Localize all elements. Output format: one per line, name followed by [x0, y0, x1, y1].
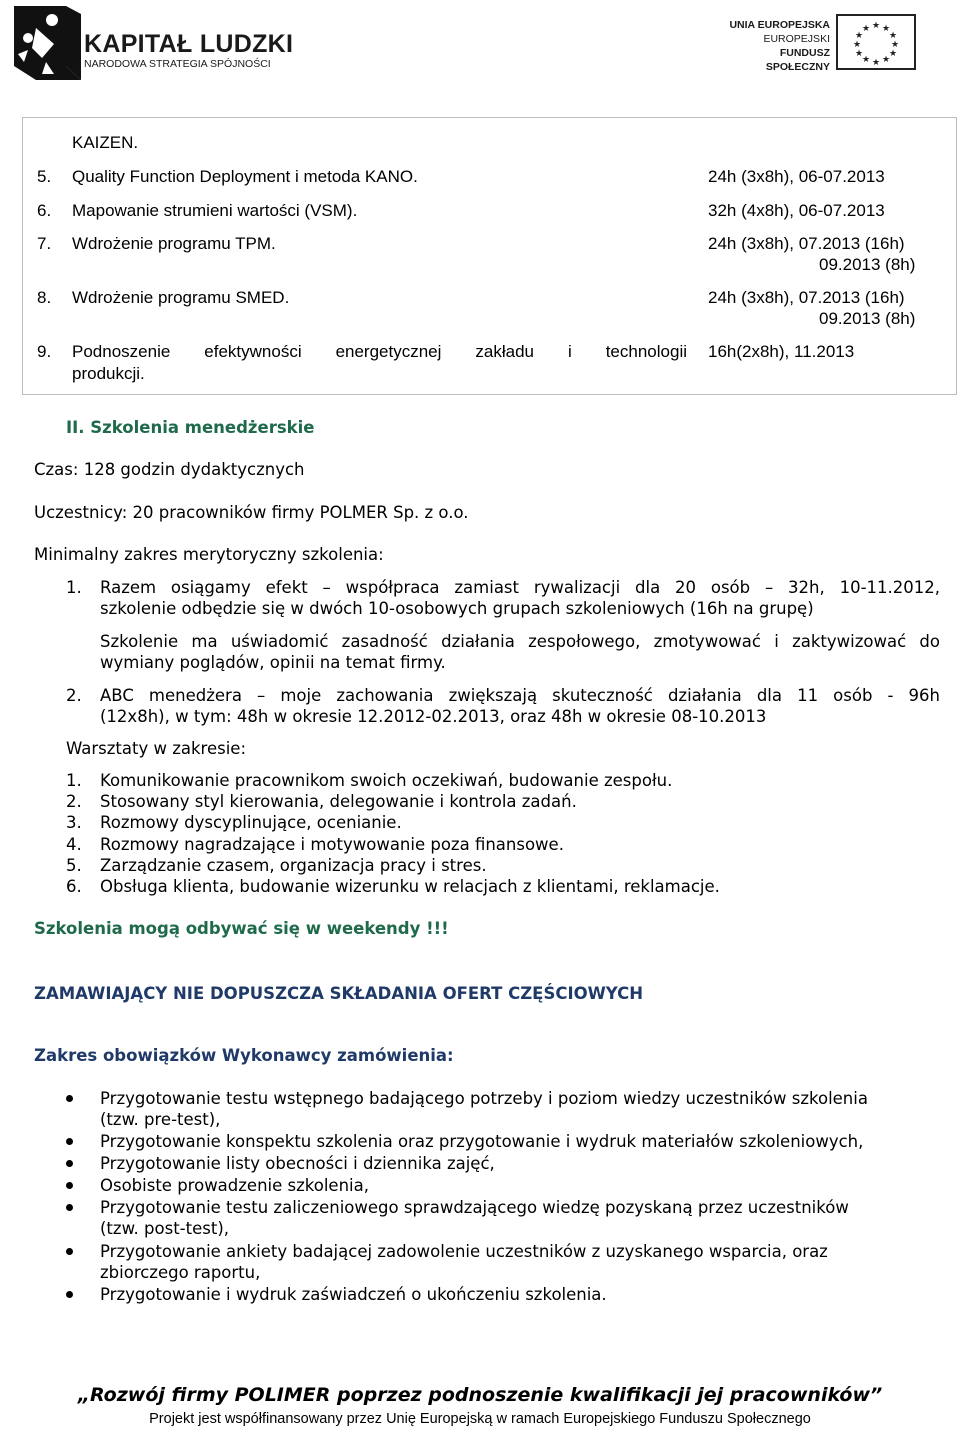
svg-text:★: ★ [881, 55, 891, 65]
table-row-text2: produkcji. [72, 364, 145, 383]
table-row-num: 6. [37, 201, 52, 220]
duty-item: Przygotowanie i wydruk zaświadczeń o ukończeniu szkolenia. [100, 1285, 607, 1304]
workshop-item: Obsługa klienta, budowanie wizerunku w relacjach z klientami, reklamacje. [100, 877, 720, 896]
bullet-icon [66, 1095, 73, 1102]
workshop-item: Rozmowy nagradzające i motywowanie poza finansowe. [100, 835, 564, 854]
logo-title: KAPITAŁ LUDZKI [84, 30, 294, 58]
table-row-time2: 09.2013 (8h) [819, 309, 916, 328]
table-row-text: Mapowanie strumieni wartości (VSM). [72, 201, 358, 220]
weekend-note: Szkolenia mogą odbywać się w weekendy !!! [34, 919, 449, 938]
footer-slogan: „Rozwój firmy POLIMER poprzez podnoszenie kwalifikacji jej pracowników” [77, 1384, 883, 1406]
section-heading: II. Szkolenia menedżerskie [66, 418, 315, 437]
bullet-icon [66, 1204, 73, 1211]
svg-text:★: ★ [871, 21, 881, 31]
scope-item-text: ABC menedżera – moje zachowania zwiększają skuteczność działania dla 11 osób - 96h [100, 686, 940, 705]
table-row-text: Quality Function Deployment i metoda KANO. [72, 167, 418, 186]
duty-item: Osobiste prowadzenie szkolenia, [100, 1176, 369, 1195]
svg-text:★: ★ [854, 31, 864, 41]
eu-line2: EUROPEJSKI [763, 33, 830, 45]
scope-label: Minimalny zakres merytoryczny szkolenia: [34, 545, 384, 564]
workshops-label: Warsztaty w zakresie: [66, 739, 247, 758]
duty-item-cont: zbiorczego raportu, [100, 1263, 261, 1282]
workshop-num: 4. [66, 835, 82, 854]
participants-line: Uczestnicy: 20 pracowników firmy POLMER Sp. z o.o. [34, 503, 469, 522]
workshop-num: 5. [66, 856, 82, 875]
workshop-num: 1. [66, 771, 82, 790]
bullet-icon [66, 1138, 73, 1145]
no-partial-offers-note: ZAMAWIAJĄCY NIE DOPUSZCZA SKŁADANIA OFERT CZĘŚCIOWYCH [34, 984, 644, 1003]
workshop-num: 2. [66, 792, 82, 811]
scope-item-desc: Szkolenie ma uświadomić zasadność działania zespołowego, zmotywować i zaktywizować do [100, 632, 940, 651]
workshop-item: Rozmowy dyscyplinujące, ocenianie. [100, 813, 402, 832]
table-row-time: 16h(2x8h), 11.2013 [708, 342, 855, 361]
scope-item-desc2: wymiany poglądów, opinii na temat firmy. [100, 653, 446, 672]
bullet-icon [66, 1160, 73, 1167]
scope-item-text2: szkolenie odbędzie się w dwóch 10-osobowych grupach szkoleniowych (16h na grupę) [100, 599, 814, 618]
table-row-num: 7. [37, 234, 52, 253]
svg-text:★: ★ [890, 40, 900, 50]
table-row-num: 9. [37, 342, 52, 361]
workshop-item: Zarządzanie czasem, organizacja pracy i stres. [100, 856, 487, 875]
scope-item-text: Razem osiągamy efekt – współpraca zamiast rywalizacji dla 20 osób – 32h, 10-11.2012, [100, 578, 940, 597]
svg-text:★: ★ [852, 40, 862, 50]
table-row-time: 24h (3x8h), 07.2013 (16h) [708, 288, 905, 307]
scope-item-num: 1. [66, 578, 82, 597]
table-row-time: 24h (3x8h), 07.2013 (16h) [708, 234, 905, 253]
scope-item-num: 2. [66, 686, 82, 705]
bullet-icon [66, 1291, 73, 1298]
table-row-text: Podnoszenie efektywności energetycznej zakładu i technologii [72, 342, 687, 361]
duration-line: Czas: 128 godzin dydaktycznych [34, 460, 305, 479]
duties-heading: Zakres obowiązków Wykonawcy zamówienia: [34, 1046, 454, 1065]
svg-text:★: ★ [861, 55, 871, 65]
duty-item: Przygotowanie testu zaliczeniowego sprawdzającego wiedzę pozyskaną przez uczestników [100, 1198, 849, 1217]
duty-item: Przygotowanie konspektu szkolenia oraz przygotowanie i wydruk materiałów szkoleniowych, [100, 1132, 864, 1151]
duty-item-cont: (tzw. post-test), [100, 1219, 229, 1238]
eu-logo-text [722, 18, 830, 74]
table-row-time2: 09.2013 (8h) [819, 255, 916, 274]
duty-item: Przygotowanie ankiety badającej zadowolenie uczestników z uzyskanego wsparcia, oraz [100, 1242, 828, 1261]
bullet-icon [66, 1182, 73, 1189]
svg-text:★: ★ [861, 24, 871, 34]
workshop-num: 3. [66, 813, 82, 832]
scope-item-text2: (12x8h), w tym: 48h w okresie 12.2012-02.2013, oraz 48h w okresie 08-10.2013 [100, 707, 767, 726]
eu-flag-icon [836, 14, 916, 70]
table-row-time: 24h (3x8h), 06-07.2013 [708, 167, 885, 186]
svg-text:★: ★ [854, 49, 864, 59]
footer-note: Projekt jest współfinansowany przez Unię Europejską w ramach Europejskiego Funduszu Społecznego [149, 1411, 811, 1427]
svg-text:★: ★ [888, 49, 898, 59]
workshop-num: 6. [66, 877, 82, 896]
svg-text:★: ★ [888, 31, 898, 41]
table-row-text: Wdrożenie programu TPM. [72, 234, 276, 253]
table-row-text: KAIZEN. [72, 133, 139, 152]
eu-line1: UNIA EUROPEJSKA [729, 19, 830, 31]
workshop-item: Stosowany styl kierowania, delegowanie i kontrola zadań. [100, 792, 577, 811]
logo-subtitle: NARODOWA STRATEGIA SPÓJNOŚCI [84, 58, 271, 70]
duty-item: Przygotowanie listy obecności i dziennika zajęć, [100, 1154, 495, 1173]
table-row-text: Wdrożenie programu SMED. [72, 288, 290, 307]
eu-line3: FUNDUSZ SPOŁECZNY [765, 47, 830, 73]
table-row-time: 32h (4x8h), 06-07.2013 [708, 201, 885, 220]
duty-item-cont: (tzw. pre-test), [100, 1110, 221, 1129]
duty-item: Przygotowanie testu wstępnego badającego potrzeby i poziom wiedzy uczestników szkolenia [100, 1089, 868, 1108]
svg-text:★: ★ [881, 24, 891, 34]
svg-text:★: ★ [871, 58, 881, 68]
bullet-icon [66, 1248, 73, 1255]
table-row-num: 8. [37, 288, 52, 307]
workshop-item: Komunikowanie pracownikom swoich oczekiwań, budowanie zespołu. [100, 771, 673, 790]
table-row-num: 5. [37, 167, 52, 186]
